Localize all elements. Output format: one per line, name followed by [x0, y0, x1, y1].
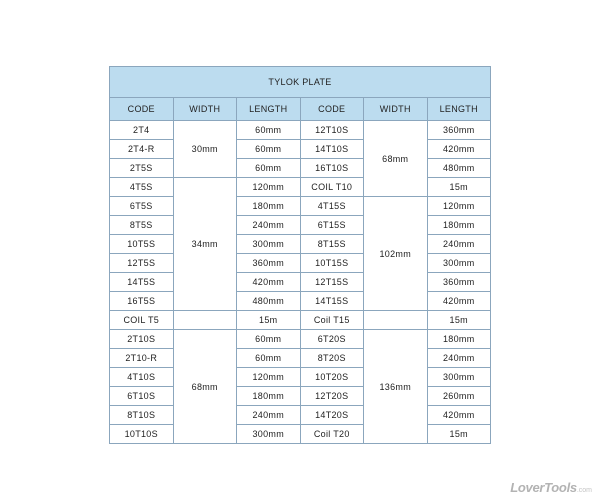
column-header-length-left: LENGTH	[237, 98, 301, 121]
spec-table-container	[109, 66, 491, 444]
cell-length-left: 300mm	[237, 235, 301, 254]
cell-length-left: 120mm	[237, 178, 301, 197]
cell-width-right: 136mm	[364, 330, 428, 444]
page-title: TYLOK PLATE	[110, 67, 491, 98]
cell-code-left: 4T10S	[110, 368, 174, 387]
cell-length-right: 15m	[427, 311, 491, 330]
cell-code-left: 2T4	[110, 121, 174, 140]
cell-code-right: 8T15S	[300, 235, 364, 254]
cell-code-left: 2T4-R	[110, 140, 174, 159]
cell-length-right: 180mm	[427, 330, 491, 349]
table-row	[110, 121, 491, 140]
watermark-suffix: .com	[576, 487, 592, 494]
column-header-code-right: CODE	[300, 98, 364, 121]
cell-code-right: 16T10S	[300, 159, 364, 178]
cell-code-left: 14T5S	[110, 273, 174, 292]
cell-length-left: 60mm	[237, 330, 301, 349]
cell-length-right: 480mm	[427, 159, 491, 178]
cell-width-right	[364, 311, 428, 330]
cell-code-left: 2T5S	[110, 159, 174, 178]
cell-code-right: 12T10S	[300, 121, 364, 140]
cell-length-right: 360mm	[427, 121, 491, 140]
cell-length-right: 420mm	[427, 140, 491, 159]
cell-code-left: 12T5S	[110, 254, 174, 273]
cell-width-left: 68mm	[173, 330, 237, 444]
cell-code-left: 8T5S	[110, 216, 174, 235]
column-header-width-left: WIDTH	[173, 98, 237, 121]
column-header-width-right: WIDTH	[364, 98, 428, 121]
cell-code-right: 6T20S	[300, 330, 364, 349]
cell-length-right: 300mm	[427, 368, 491, 387]
cell-length-left: 180mm	[237, 197, 301, 216]
cell-length-right: 180mm	[427, 216, 491, 235]
cell-length-left: 15m	[237, 311, 301, 330]
table-row	[110, 387, 491, 406]
cell-width-left: 30mm	[173, 121, 237, 178]
cell-length-left: 60mm	[237, 121, 301, 140]
cell-length-left: 240mm	[237, 406, 301, 425]
cell-length-right: 420mm	[427, 406, 491, 425]
cell-length-right: 240mm	[427, 235, 491, 254]
table-row	[110, 311, 491, 330]
table-header-row	[110, 98, 491, 121]
cell-length-right: 360mm	[427, 273, 491, 292]
table-row	[110, 292, 491, 311]
cell-length-right: 15m	[427, 425, 491, 444]
cell-code-left: 2T10-R	[110, 349, 174, 368]
cell-code-right: 14T20S	[300, 406, 364, 425]
cell-length-left: 180mm	[237, 387, 301, 406]
cell-length-left: 60mm	[237, 140, 301, 159]
cell-width-left	[173, 311, 237, 330]
cell-length-right: 240mm	[427, 349, 491, 368]
cell-code-right: COIL T10	[300, 178, 364, 197]
table-head	[110, 67, 491, 121]
cell-code-left: 4T5S	[110, 178, 174, 197]
cell-length-left: 480mm	[237, 292, 301, 311]
cell-length-left: 300mm	[237, 425, 301, 444]
cell-length-left: 120mm	[237, 368, 301, 387]
table-title-row	[110, 67, 491, 98]
table-row	[110, 140, 491, 159]
cell-width-left: 34mm	[173, 178, 237, 311]
table-row	[110, 368, 491, 387]
cell-code-right: 4T15S	[300, 197, 364, 216]
cell-code-right: 10T20S	[300, 368, 364, 387]
cell-code-right: 6T15S	[300, 216, 364, 235]
cell-code-right: 12T20S	[300, 387, 364, 406]
column-header-code-left: CODE	[110, 98, 174, 121]
table-row	[110, 273, 491, 292]
cell-length-right: 15m	[427, 178, 491, 197]
cell-length-left: 60mm	[237, 349, 301, 368]
table-row	[110, 159, 491, 178]
cell-code-right: 10T15S	[300, 254, 364, 273]
watermark	[510, 481, 592, 494]
cell-length-left: 60mm	[237, 159, 301, 178]
cell-code-left: 10T10S	[110, 425, 174, 444]
cell-code-right: Coil T15	[300, 311, 364, 330]
cell-width-right: 102mm	[364, 197, 428, 311]
table-row	[110, 330, 491, 349]
tylok-plate-table	[109, 66, 491, 444]
cell-length-left: 240mm	[237, 216, 301, 235]
cell-length-left: 360mm	[237, 254, 301, 273]
cell-code-left: 8T10S	[110, 406, 174, 425]
cell-code-right: Coil T20	[300, 425, 364, 444]
table-row	[110, 235, 491, 254]
column-header-length-right: LENGTH	[427, 98, 491, 121]
cell-code-left: 16T5S	[110, 292, 174, 311]
table-row	[110, 349, 491, 368]
table-row	[110, 178, 491, 197]
cell-length-left: 420mm	[237, 273, 301, 292]
cell-code-left: 6T5S	[110, 197, 174, 216]
table-row	[110, 197, 491, 216]
cell-code-right: 8T20S	[300, 349, 364, 368]
cell-code-left: 2T10S	[110, 330, 174, 349]
cell-code-left: 6T10S	[110, 387, 174, 406]
cell-length-right: 300mm	[427, 254, 491, 273]
cell-length-right: 420mm	[427, 292, 491, 311]
cell-length-right: 260mm	[427, 387, 491, 406]
table-row	[110, 406, 491, 425]
table-row	[110, 254, 491, 273]
cell-code-left: 10T5S	[110, 235, 174, 254]
cell-length-right: 120mm	[427, 197, 491, 216]
cell-code-right: 12T15S	[300, 273, 364, 292]
watermark-text: LoverTools	[510, 480, 577, 495]
table-row	[110, 425, 491, 444]
cell-code-left: COIL T5	[110, 311, 174, 330]
cell-code-right: 14T10S	[300, 140, 364, 159]
table-row	[110, 216, 491, 235]
cell-code-right: 14T15S	[300, 292, 364, 311]
cell-width-right: 68mm	[364, 121, 428, 197]
table-body	[110, 121, 491, 444]
